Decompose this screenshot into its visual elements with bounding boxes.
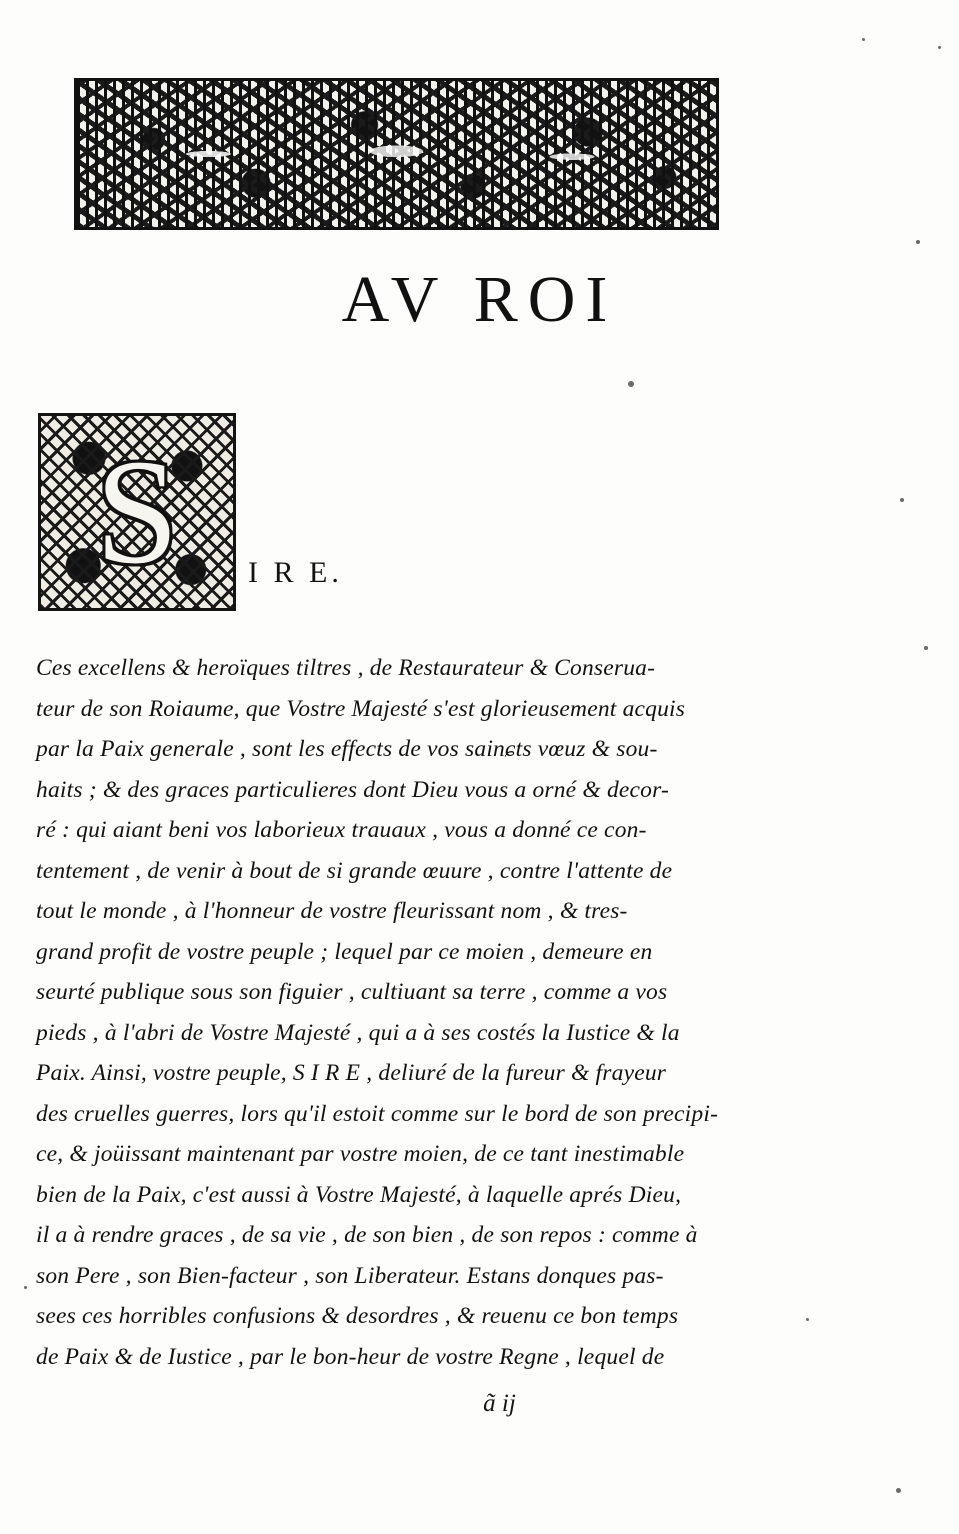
body-line: teur de son Roiaume, que Vostre Majesté s'est glorieusement acquis: [36, 695, 686, 722]
page-speckle: [924, 646, 928, 650]
body-line: sees ces horribles confusions & desordres , & reuenu ce bon temps: [36, 1303, 679, 1329]
body-line: ce, & joüissant maintenant par vostre moien, de ce tant inestimable: [36, 1141, 685, 1167]
body-line: de Paix & de Iustice , par le bon-heur de vostre Regne , lequel de: [36, 1343, 665, 1370]
body-line: tentement , de venir à bout de si grande œuure , contre l'attente de: [36, 857, 673, 884]
body-line: son Pere , son Bien-facteur , son Liberateur. Estans donques pas-: [36, 1262, 664, 1289]
body-line: bien de la Paix, c'est aussi à Vostre Majesté, à laquelle aprés Dieu,: [36, 1181, 682, 1208]
drop-cap-letter: S: [95, 429, 179, 595]
page-speckle: [862, 38, 865, 41]
body-line: ré : qui aiant beni vos laborieux trauaux , vous a donné ce con-: [36, 817, 647, 843]
body-line: Ces excellens & heroïques tiltres , de Restaurateur & Conserua-: [36, 655, 656, 681]
page-speckle: [938, 46, 941, 49]
page-speckle: [900, 498, 904, 502]
page-speckle: [628, 381, 634, 387]
body-line: tout le monde , à l'honneur de vostre fleurissant nom , & tres-: [36, 898, 628, 924]
body-line: il a à rendre graces , de sa vie , de son bien , de son repos : comme à: [36, 1222, 698, 1248]
page-speckle: [916, 240, 920, 244]
floral-headpiece-ornament: [74, 78, 719, 230]
body-line: grand profit de vostre peuple ; lequel par ce moien , demeure en: [36, 938, 653, 965]
ornamental-initial-block: [38, 413, 236, 611]
body-line: pieds , à l'abri de Vostre Majesté , qui a à ses costés la Iustice & la: [36, 1019, 680, 1046]
body-line: des cruelles guerres, lors qu'il estoit comme sur le bord de son precipi-: [36, 1100, 719, 1127]
page-title: AV ROI: [341, 263, 618, 336]
page-speckle: [806, 1318, 809, 1321]
page-speckle: [896, 1488, 901, 1493]
body-line: seurté publique sous son figuier , cultiuant sa terre , comme a vos: [36, 979, 668, 1005]
page-speckle: [24, 1286, 27, 1289]
body-line: haits ; & des graces particulieres dont Dieu vous a orné & decor-: [36, 776, 670, 803]
body-text: [36, 648, 762, 1377]
signature-mark: ã ij: [483, 1390, 516, 1417]
body-line: Paix. Ainsi, vostre peuple, S I R E , deliuré de la fureur & frayeur: [36, 1060, 667, 1086]
body-line: par la Paix generale , sont les effects de vos sainɕts vœuz & sou-: [36, 736, 658, 762]
salutation-text: I R E.: [248, 556, 343, 589]
